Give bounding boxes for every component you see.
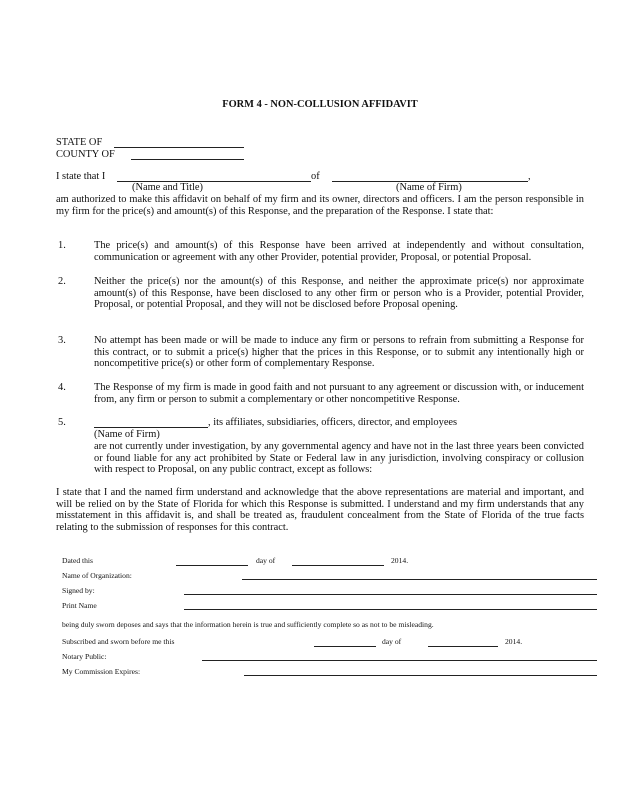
item-text: The Response of my firm is made in good faith and not pursuant to any agreement or discussion with, or inducement from, any firm or person to submit a complementary or other noncompetitive Response. bbox=[94, 382, 584, 405]
dated-this-label: Dated this bbox=[62, 556, 94, 565]
item5-text: are not currently under investigation, by any governmental agency and have not in the last three years been convicted or found liable for any act prohibited by State or Federal law in any jurisdiction, involving conspiracy or collusion with respect to Proposal, on any public contract, except as follows: bbox=[94, 441, 584, 476]
subscribed-day-field[interactable] bbox=[314, 646, 376, 647]
name-title-caption: (Name and Title) bbox=[132, 182, 203, 193]
item-number: 4. bbox=[58, 382, 66, 393]
item-text: No attempt has been made or will be made to induce any firm or persons to refrain from submitting a Response for this contract, or to submit a price(s) higher that the prices in this Response, or to submit any intentionally high or noncompetitive price(s) or other form of complementary Response. bbox=[94, 335, 584, 370]
item-number: 1. bbox=[58, 240, 66, 251]
year-label: 2014. bbox=[391, 556, 409, 565]
item-number: 3. bbox=[58, 335, 66, 346]
year-label: 2014. bbox=[505, 637, 523, 646]
i-state-that-label: I state that I bbox=[56, 171, 106, 182]
dated-month-field[interactable] bbox=[292, 565, 384, 566]
item5-firm-caption: (Name of Firm) bbox=[94, 429, 160, 440]
signed-by-field[interactable] bbox=[184, 594, 597, 595]
item5-lead-text: , its affiliates, subsidiaries, officers, director, and employees bbox=[208, 417, 458, 428]
notary-field[interactable] bbox=[202, 660, 597, 661]
state-label: STATE OF bbox=[56, 137, 103, 148]
notary-label: Notary Public: bbox=[62, 652, 107, 661]
form-title: FORM 4 - NON-COLLUSION AFFIDAVIT bbox=[222, 99, 418, 110]
intro-paragraph: am authorized to make this affidavit on behalf of my firm and its owner, directors and officers. I am the person responsible in my firm for the price(s) and amount(s) of this Response, and the preparation of the Response. I state that: bbox=[56, 194, 584, 217]
organization-label: Name of Organization: bbox=[62, 571, 132, 580]
closing-paragraph: I state that I and the named firm understand and acknowledge that the above representations are material and important, and will be relied on by the State of Florida for which this Response is submitted. I understand and my firm understands that any misstatement in this affidavit is, and shall be treated as, fraudulent concealment from the State of Florida of the true facts relating to the submission of responses for this contract. bbox=[56, 487, 584, 533]
firm-name-caption: (Name of Firm) bbox=[396, 182, 462, 193]
of-label: of bbox=[311, 171, 320, 182]
item-text: The price(s) and amount(s) of this Response have been arrived at independently and without consultation, communication or agreement with any other Provider, potential provider, Proposal, or potential Proposal. bbox=[94, 240, 584, 263]
day-of-label: day of bbox=[256, 556, 276, 565]
print-name-label: Print Name bbox=[62, 601, 97, 610]
commission-field[interactable] bbox=[244, 675, 597, 676]
item-text: Neither the price(s) nor the amount(s) of this Response, and neither the approximate price(s) nor approximate amount(s) of this Response, have been disclosed to any other firm or person who is a Provider, potential Provider, Proposal, or potential Proposal, and they will not be disclosed before Proposal opening. bbox=[94, 276, 584, 311]
signed-by-label: Signed by: bbox=[62, 586, 95, 595]
dated-day-field[interactable] bbox=[176, 565, 248, 566]
print-name-field[interactable] bbox=[184, 609, 597, 610]
county-field[interactable] bbox=[131, 159, 244, 160]
item-number: 2. bbox=[58, 276, 66, 287]
sworn-statement: being duly sworn deposes and says that the information herein is true and sufficiently complete so as not to be misleading. bbox=[62, 620, 434, 629]
subscribed-label: Subscribed and sworn before me this bbox=[62, 637, 175, 646]
organization-field[interactable] bbox=[242, 579, 597, 580]
commission-label: My Commission Expires: bbox=[62, 667, 141, 676]
county-label: COUNTY OF bbox=[56, 149, 115, 160]
item-number: 5. bbox=[58, 417, 66, 428]
item5-firm-field[interactable] bbox=[94, 427, 208, 428]
subscribed-month-field[interactable] bbox=[428, 646, 498, 647]
state-field[interactable] bbox=[114, 147, 244, 148]
comma: , bbox=[528, 171, 531, 182]
day-of-label: day of bbox=[382, 637, 402, 646]
